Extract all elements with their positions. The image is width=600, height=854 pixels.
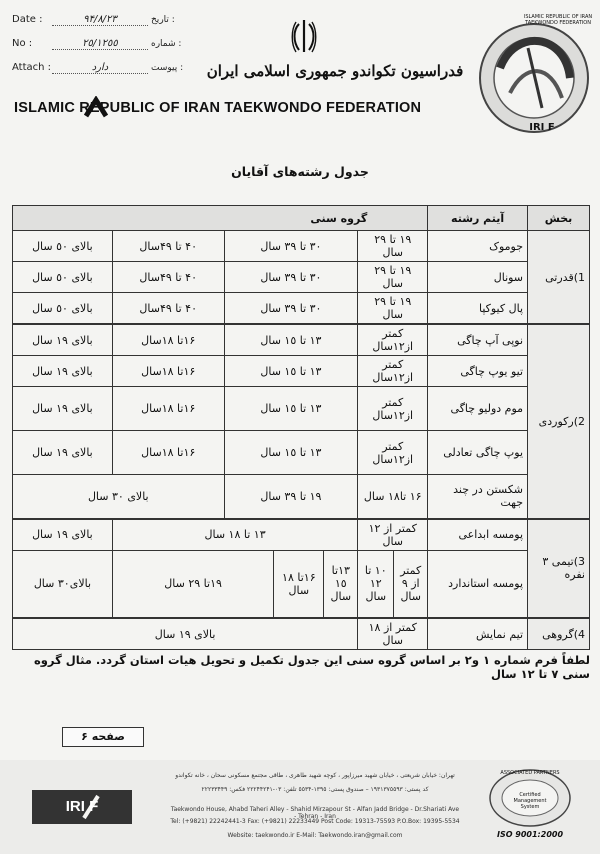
seal-inner-text: Certified Management System — [513, 792, 547, 810]
age-cell: ١٩ تا ٢٩ سال — [358, 293, 428, 325]
table-row — [13, 519, 590, 551]
age-cell: ٣٠ تا ٣٩ سال — [224, 262, 358, 293]
age-cell: بالای ٥٠ سال — [13, 231, 113, 262]
table-row — [13, 550, 590, 618]
age-cell: کمتر از ٩ سال — [394, 550, 428, 618]
attach-row — [12, 62, 183, 74]
age-cell: ١٣ تا ١٥ سال — [224, 431, 358, 475]
date-row — [12, 14, 175, 26]
age-cell: ١٩ تا ٢٩ سال — [358, 231, 428, 262]
age-cell: ١۶تا ١٨سال — [112, 387, 224, 431]
instruction-note: لطفاً فرم شماره ١ و٢ بر اساس گروه سنی این جدول تکمیل و تحویل هیات استان گردد. مثال گروه سنی ٧ تا ١٢ سال — [33, 653, 590, 681]
belt-mark-icon — [84, 96, 108, 118]
age-cell: ١٣تا ١٥ سال — [324, 550, 358, 618]
section-cell: 4)گروهی — [528, 618, 590, 650]
age-cell: ۴٠ تا ۴٩سال — [112, 293, 224, 325]
section-cell: 3)تیمی ٣ نفره — [528, 519, 590, 619]
age-cell: بالای ١٩ سال — [13, 387, 113, 431]
table-row — [13, 262, 590, 293]
age-cell: ١٠ تا ١٢ سال — [358, 550, 394, 618]
age-cell: ١۶تا ١٨سال — [112, 431, 224, 475]
item-cell: موم دولیو چاگی — [428, 387, 528, 431]
age-cell: ١٣ تا ١٥ سال — [224, 356, 358, 387]
age-cell: ١٣ تا ١٥ سال — [224, 324, 358, 356]
item-cell: یوپ چاگی تعادلی — [428, 431, 528, 475]
date-label-fa: تاریخ : — [151, 15, 175, 25]
age-cell: بالای ١٩ سال — [13, 431, 113, 475]
age-cell: ١٩ تا ٣٩ سال — [224, 475, 358, 519]
number-row — [12, 38, 181, 50]
age-cell: ٣٠ تا ٣٩ سال — [224, 231, 358, 262]
attach-label-fa: پیوست : — [151, 63, 184, 73]
section-cell: 2)رکوردی — [528, 324, 590, 519]
age-cell: بالای ٥٠ سال — [13, 293, 113, 325]
footer-phone-en: Tel: (+9821) 22242441-3 Fax: (+9821) 22233449 Post Code: 19313-75593 P.O.Box: 19395-5534 — [170, 818, 460, 825]
federation-title-en: ISLAMIC REPUBLIC OF IRAN TAEKWONDO FEDERATION — [14, 100, 422, 116]
table-row — [13, 431, 590, 475]
age-cell: ۴٠ تا ۴٩سال — [112, 231, 224, 262]
age-cell: ١۶ تا١٨ سال — [358, 475, 428, 519]
item-cell: تیو یوپ چاگی — [428, 356, 528, 387]
age-cell: کمتر از١٢سال — [358, 356, 428, 387]
footer-address-fa: تهران: خیابان شریعتی ، خیابان شهید میرزاپور ، کوچه شهید طاهری ، طاقی مجتمع مسکونی سحان ، خانه تکواندو — [175, 772, 455, 779]
footer-logo-text: IRI F — [65, 798, 99, 815]
page-number-box: صفحه ۶ — [62, 727, 144, 747]
age-cell: بالای ٥٠ سال — [13, 262, 113, 293]
number-label: No : — [12, 38, 33, 49]
col-item-header: آیتم رشته — [428, 206, 528, 231]
item-cell: پومسه استاندارد — [428, 550, 528, 618]
item-cell: پومسه ابداعی — [428, 519, 528, 551]
age-cell: ١۶تا ١٨ سال — [274, 550, 324, 618]
date-label: Date : — [12, 14, 43, 25]
attach-label: Attach : — [12, 62, 52, 73]
item-cell: پال کیوکپا — [428, 293, 528, 325]
age-group-table — [12, 205, 590, 650]
age-cell: کمتر از١٢سال — [358, 324, 428, 356]
number-label-fa: شماره : — [151, 39, 182, 49]
table-row — [13, 293, 590, 325]
iso-label: ISO 9001:2000 — [496, 830, 564, 839]
age-cell: ١٩تا ٢٩ سال — [112, 550, 274, 618]
age-cell: کمتر از ١٨ سال — [358, 618, 428, 650]
attach-value: دارد — [52, 62, 148, 74]
footer-address-en: Taekwondo House, Ahabd Taheri Alley - Shahid Mirzapour St - Alfan Jadd Bridge - Dr.Shariati Ave - Tehran - Iran — [170, 806, 460, 820]
logo-ring-text: ISLAMIC REPUBLIC OF IRAN TAEKWONDO FEDERATION — [523, 14, 593, 26]
logo-text: IRI F — [529, 122, 555, 133]
age-cell: بالای٣٠ سال — [13, 550, 113, 618]
iran-emblem-icon — [290, 18, 318, 54]
age-cell: ۴٠ تا ۴٩سال — [112, 262, 224, 293]
item-cell: سونال — [428, 262, 528, 293]
table-title: جدول رشته‌های آقایان — [231, 164, 369, 179]
age-cell: ١۶تا ١٨سال — [112, 324, 224, 356]
section-cell: 1)قدرتی — [528, 231, 590, 325]
table-row — [13, 475, 590, 519]
footer-phone-fa: کد پستی: ١٩٣١٣٧٥٥٩٣ – صندوق پستی: ١٣٩٥-٥٥٣۴ تلفن: ٠٣-٢٢٢۴۴٢۴١ فکس: ٢٢٢٣٣۴۴٩ — [201, 786, 429, 793]
table-row — [13, 231, 590, 262]
table-row — [13, 387, 590, 431]
age-cell: کمتر از ١٢ سال — [358, 519, 428, 551]
footer-web: Website: taekwondo.ir E-Mail: Taekwondo.iran@gmail.com — [227, 832, 403, 839]
age-cell: ١٩ تا ٢٩ سال — [358, 262, 428, 293]
number-value: ٢٥/١٢٥٥ — [52, 38, 148, 50]
seal-ring-text: ASSOCIATED PARTNERS — [500, 770, 560, 776]
table-row — [13, 356, 590, 387]
age-cell: بالای ٣٠ سال — [13, 475, 225, 519]
age-cell: ١٣ تا ١٨ سال — [112, 519, 357, 551]
age-cell: ٣٠ تا ٣٩ سال — [224, 293, 358, 325]
age-cell: کمتر از١٢سال — [358, 387, 428, 431]
date-value: ٩۴/٨/٢٣ — [52, 14, 148, 26]
age-cell: بالای ١٩ سال — [13, 324, 113, 356]
header-row — [13, 206, 590, 231]
table-row — [13, 618, 590, 650]
item-cell: نوپی آپ چاگی — [428, 324, 528, 356]
age-cell: بالای ١٩ سال — [13, 356, 113, 387]
item-cell: تیم نمایش — [428, 618, 528, 650]
age-cell: ١۶تا ١٨سال — [112, 356, 224, 387]
age-cell: کمتر از١٢سال — [358, 431, 428, 475]
col-age-header: گروه سنی — [13, 206, 428, 231]
age-cell: ١٣ تا ١٥ سال — [224, 387, 358, 431]
table-row — [13, 324, 590, 356]
item-cell: جوموک — [428, 231, 528, 262]
item-cell: شکستن در چند جهت — [428, 475, 528, 519]
age-cell: بالای ١٩ سال — [13, 519, 113, 551]
age-cell: بالای ١٩ سال — [13, 618, 358, 650]
col-section-header: بخش — [528, 206, 590, 231]
federation-title-fa: فدراسیون تکواندو جمهوری اسلامی ایران — [206, 62, 464, 80]
